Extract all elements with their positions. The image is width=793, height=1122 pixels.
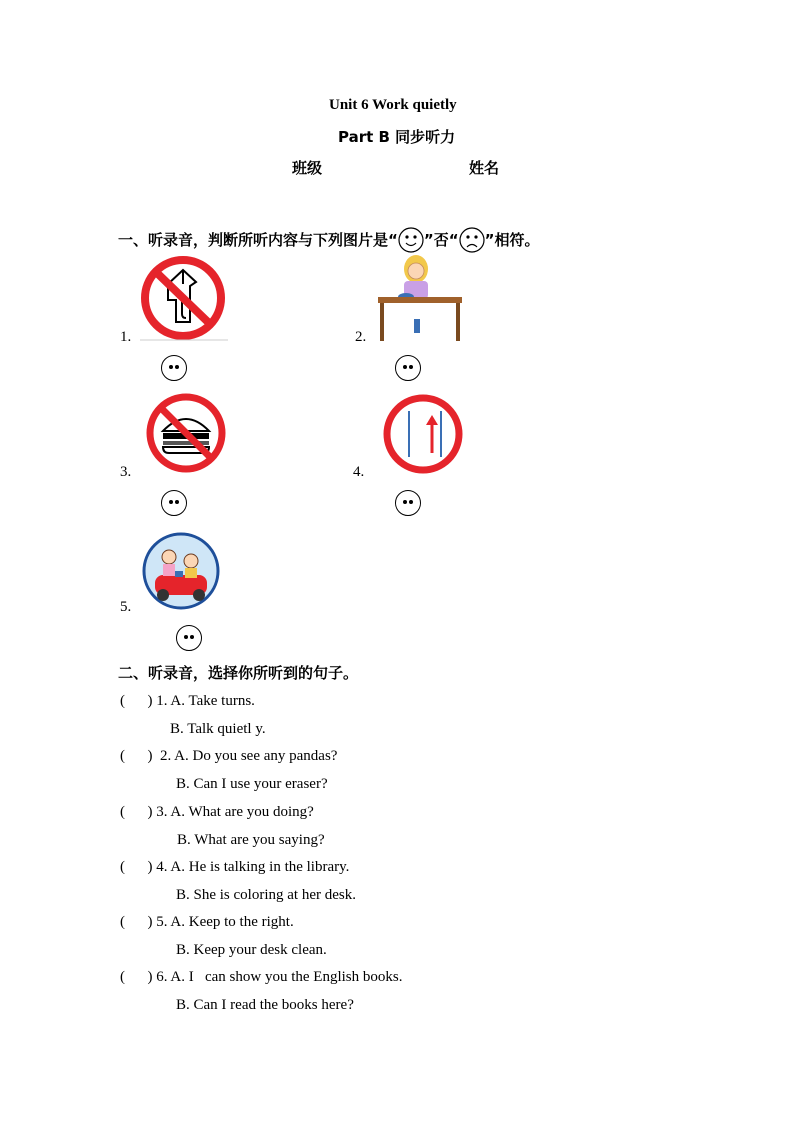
answer-face-1-icon[interactable]: [161, 355, 187, 381]
question-5-b: B. Keep your desk clean.: [176, 942, 327, 958]
question-3-a: ( ) 3. A. What are you doing?: [120, 804, 314, 820]
question-2-b: B. Can I use your eraser?: [176, 776, 328, 792]
no-food-sign-icon: [143, 393, 229, 473]
answer-face-3-icon[interactable]: [161, 490, 187, 516]
no-climbing-sign-icon: [138, 256, 230, 342]
item-4-number: 4.: [353, 464, 365, 480]
question-3-b: B. What are you saying?: [177, 832, 325, 848]
answer-face-2-icon[interactable]: [395, 355, 421, 381]
question-4-a: ( ) 4. A. He is talking in the library.: [120, 859, 350, 875]
item-2-number: 2.: [355, 329, 367, 345]
question-6-a: ( ) 6. A. I can show you the English books.: [120, 969, 403, 985]
instruction-prefix: 一、听录音，判断所听内容与下列图片是“: [118, 231, 398, 249]
worksheet-title: Unit 6 Work quietly: [329, 97, 457, 113]
item-5-number: 5.: [120, 599, 132, 615]
question-1-a: ( ) 1. A. Take turns.: [120, 693, 255, 709]
children-playing-car-icon: [141, 531, 221, 611]
question-1-b: B. Talk quietl y.: [170, 721, 266, 737]
section1-instruction: [118, 227, 539, 257]
name-label: 姓名: [469, 159, 500, 177]
girl-cleaning-desk-icon: [376, 253, 464, 343]
instruction-mid: ”否“: [423, 231, 459, 249]
answer-face-5-icon[interactable]: [176, 625, 202, 651]
item-3-number: 3.: [120, 464, 132, 480]
question-6-b: B. Can I read the books here?: [176, 997, 354, 1013]
worksheet-subtitle: Part B 同步听力: [338, 128, 456, 146]
question-5-a: ( ) 5. A. Keep to the right.: [120, 914, 294, 930]
instruction-suffix: ”相符。: [484, 231, 540, 249]
section2-instruction: 二、听录音，选择你所听到的句子。: [118, 664, 359, 682]
question-4-b: B. She is coloring at her desk.: [176, 887, 356, 903]
answer-face-4-icon[interactable]: [395, 490, 421, 516]
item-1-number: 1.: [120, 329, 132, 345]
keep-right-sign-icon: [380, 393, 466, 475]
class-label: 班级: [292, 159, 323, 177]
question-2-a: ( ) 2. A. Do you see any pandas?: [120, 748, 338, 764]
